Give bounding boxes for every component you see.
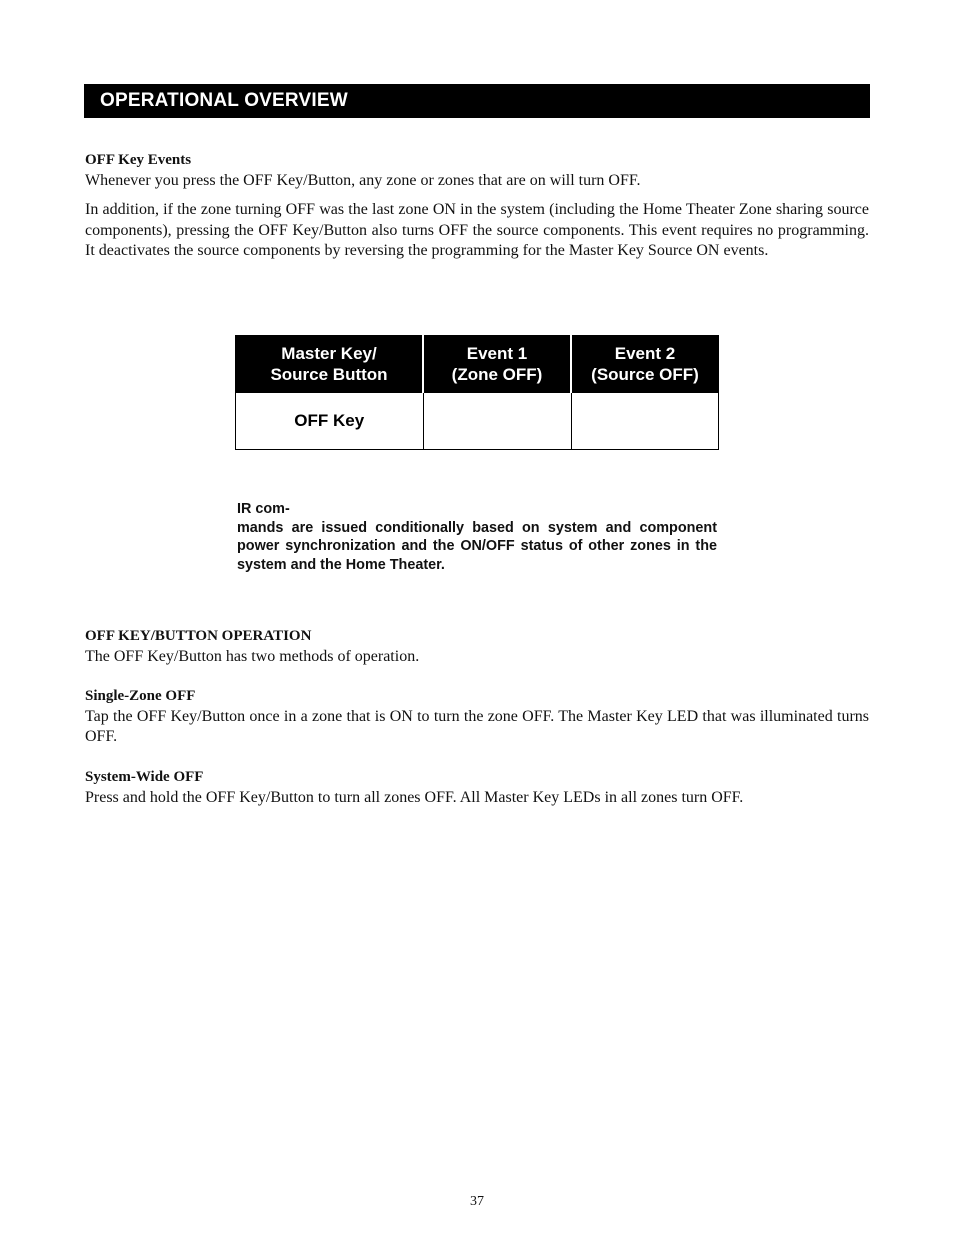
single-zone-section [85,686,869,748]
ir-commands-note [237,500,717,574]
table-cell: OFF Key [236,393,424,450]
table-header-cell: Master Key/ Source Button [236,336,424,393]
system-wide-section [85,767,869,808]
table-cell [571,393,719,450]
off-operation-section [85,626,869,667]
off-operation-heading: OFF KEY/BUTTON OPERATION [85,628,312,644]
table-row [236,393,719,450]
off-operation-text: The OFF Key/Button has two methods of operation. [85,647,420,665]
system-wide-text: Press and hold the OFF Key/Button to turn all zones OFF. All Master Key LEDs in all zones turn OFF. [85,788,744,806]
off-key-events-table [235,335,719,450]
single-zone-heading: Single-Zone OFF [85,688,196,704]
table-header-cell: Event 2 (Source OFF) [571,336,719,393]
section-title-banner: OPERATIONAL OVERVIEW [84,84,870,118]
off-key-events-heading: OFF Key Events [85,152,192,168]
table-header-row [236,336,719,393]
off-key-events-paragraph-2: In addition, if the zone turning OFF was the last zone ON in the system (including the Home Theater Zone sharing source components), pressing the OFF Key/Button also turns OFF the source components. This event requires no programming. It deactivates the source components by reversing the programming for the Master Key Source ON events. [85,201,869,259]
table-header-cell: Event 1 (Zone OFF) [423,336,571,393]
note-first-line: IR com- [237,501,290,517]
system-wide-heading: System-Wide OFF [85,769,204,785]
table-cell [423,393,571,450]
off-key-events-section [85,150,869,262]
off-key-events-paragraph-1: Whenever you press the OFF Key/Button, any zone or zones that are on will turn OFF. [85,171,641,189]
page-number: 37 [470,1194,484,1209]
single-zone-text: Tap the OFF Key/Button once in a zone that is ON to turn the zone OFF. The Master Key LED that was illuminated turns OFF. [85,707,869,745]
note-text: mands are issued conditionally based on system and component power synchronization and the ON/OFF status of other zones in the system and the Home Theater. [237,519,717,573]
